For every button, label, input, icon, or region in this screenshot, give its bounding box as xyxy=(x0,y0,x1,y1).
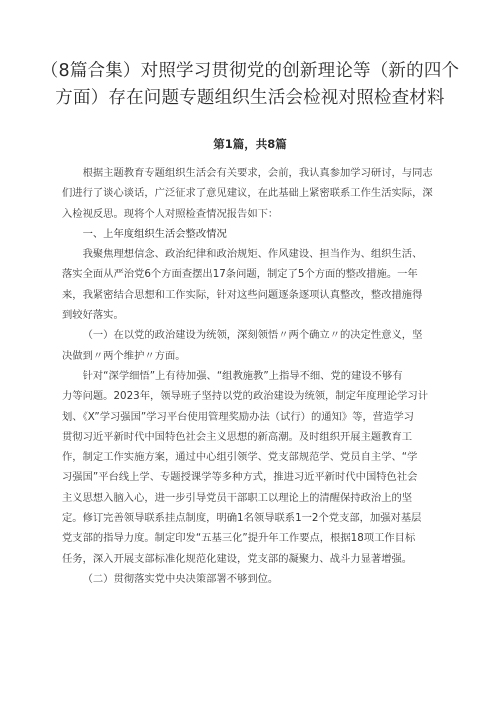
body-line: 任务，深入开展支部标准化规范化建设，党支部的凝聚力、战斗力显著增强。 xyxy=(62,552,413,565)
document-body xyxy=(62,163,442,589)
body-line: 到较好落实。 xyxy=(62,309,124,322)
body-line: 主义思想入脑入心，进一步引导党员干部职工以理论上的清醒保持政治上的坚 xyxy=(62,491,413,504)
body-line: 作，制定工作实施方案，通过中心组引领学、党支部规范学、党员自主学、“学 xyxy=(62,451,418,464)
body-line: 落实全面从严治党6个方面查摆出17条问题，制定了5个方面的整改措施。一年 xyxy=(62,268,418,281)
section-heading-1: 一、上年度组织生活会整改情况 xyxy=(82,227,227,240)
body-line: 习强国”平台线上学、专题授课学等多种方式，推进习近平新时代中国特色社会 xyxy=(62,471,418,484)
body-line: 划、《X”学习强国”学习平台使用管理奖励办法（试行）的通知》等，营造学习 xyxy=(62,410,414,423)
body-line: 贯彻习近平新时代中国特色社会主义思想的新高潮。及时组织开展主题教育工 xyxy=(62,430,413,443)
body-line: 定。修订完善领导联系挂点制度，明确1名领导联系1一2个党支部，加强对基层 xyxy=(62,512,422,525)
part-heading: 第1篇，共8篇 xyxy=(213,137,287,151)
body-line: 入检视反思。现将个人对照检查情况报告如下： xyxy=(62,207,279,220)
document-title xyxy=(40,58,460,112)
body-line: 根据主题教育专题组织生活会有关要求，会前，我认真参加学习研讨，与同志 xyxy=(82,167,433,179)
body-line: （二）贯彻落实党中央决策部署不够到位。 xyxy=(82,572,279,585)
body-line: 决做到〃两个维护〃方面。 xyxy=(62,349,186,362)
body-line: 针对“深学细悟”上有待加强、“组教施教”上指导不细、党的建设不够有 xyxy=(82,369,403,382)
body-line: 来，我紧密结合思想和工作实际，针对这些问题逐条逐项认真整改，整改措施得 xyxy=(62,288,423,301)
title-line-2: 方面）存在问题专题组织生活会检视对照检查材料 xyxy=(55,88,445,108)
body-line: （一）在以党的政治建设为统领，深刻领悟〃两个确立〃的决定性意义，坚 xyxy=(82,329,423,342)
body-line: 党支部的指导力度。制定印发“五基三化”提升年工作要点，根据18项工作目标 xyxy=(62,532,416,545)
body-line: 力等问题。2023年，领导班子坚持以党的政治建设为统领，制定年度理论学习计 xyxy=(62,390,429,403)
title-line-1: （8篇合集）对照学习贯彻党的创新理论等（新的四个 xyxy=(40,61,460,81)
body-line: 我聚焦理想信念、政治纪律和政治规矩、作风建设、担当作为、组织生活、 xyxy=(82,248,423,261)
body-line: 们进行了谈心谈话，广泛征求了意见建议，在此基础上紧密联系工作生活实际，深 xyxy=(62,187,433,200)
